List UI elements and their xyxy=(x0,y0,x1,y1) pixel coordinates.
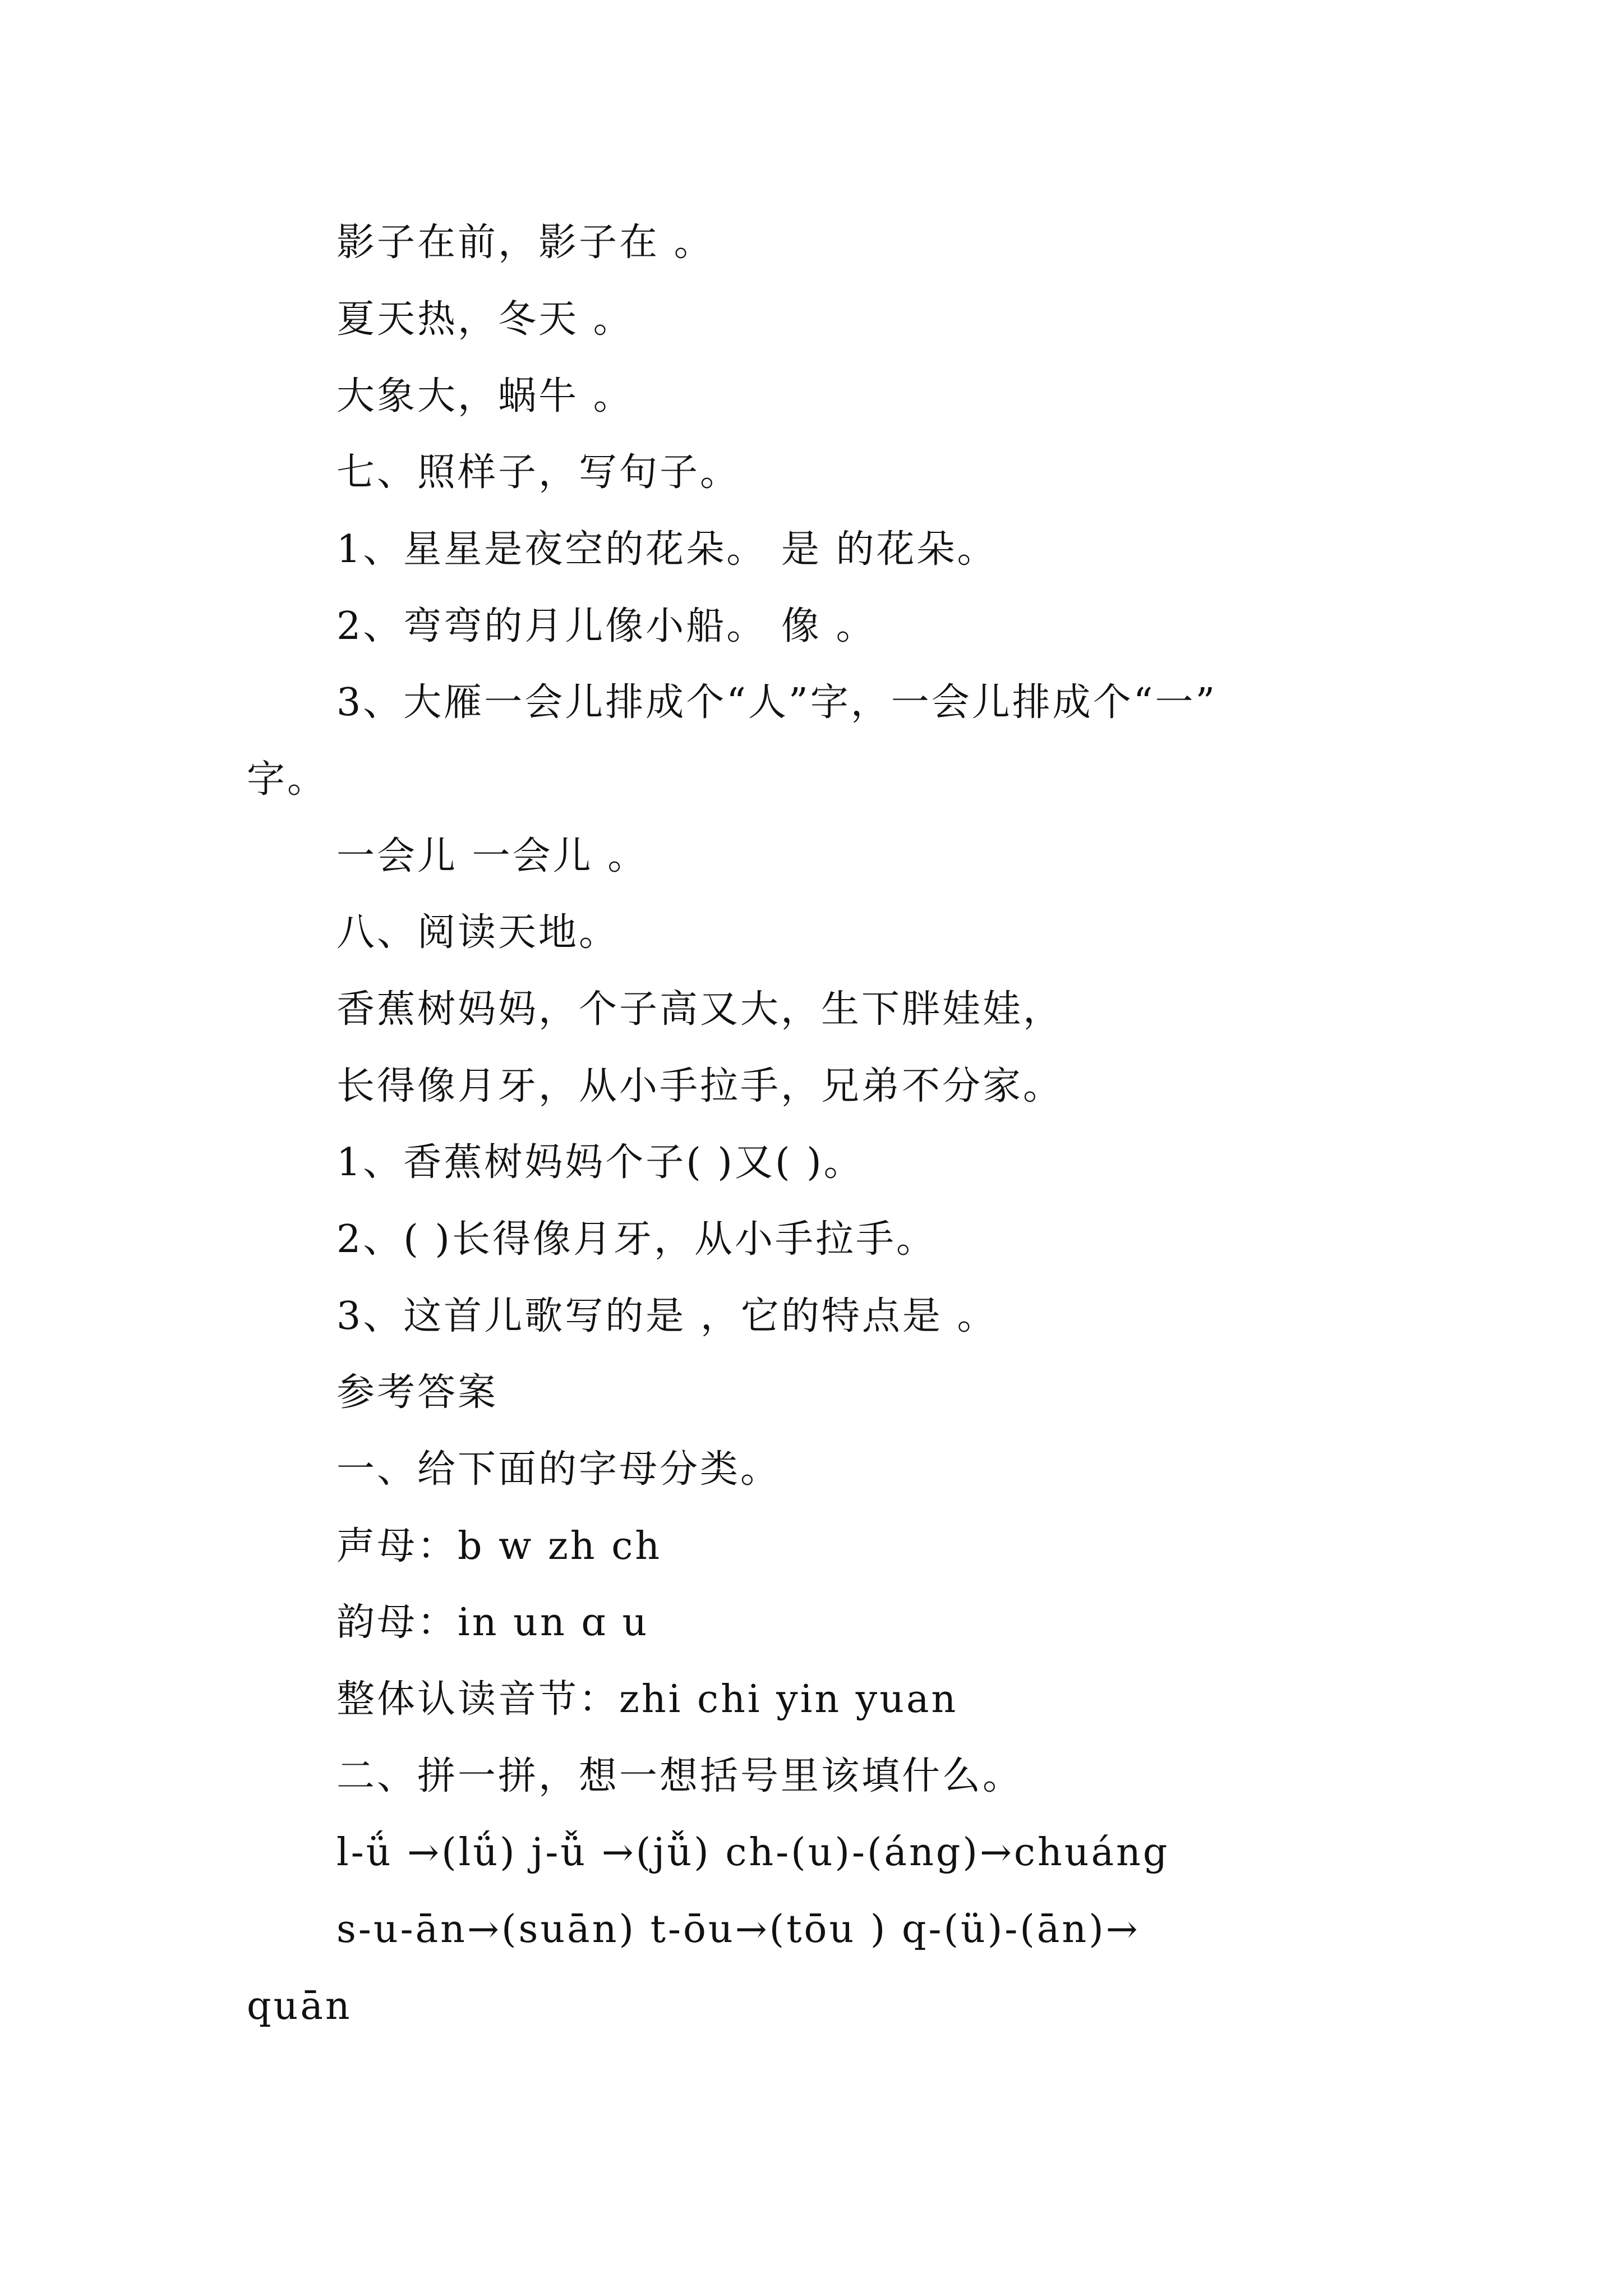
text-line: 2、弯弯的月儿像小船。 像 。 xyxy=(336,604,877,648)
section-heading: 一、给下面的字母分类。 xyxy=(336,1447,781,1492)
answers-heading: 参考答案 xyxy=(336,1370,499,1415)
text-line: 整体认读音节：zhi chi yin yuan xyxy=(336,1677,958,1722)
section-heading: 二、拼一拼，想一想括号里该填什么。 xyxy=(336,1754,1023,1798)
text-line: 影子在前，影子在 。 xyxy=(336,220,714,265)
text-line: 3、这首儿歌写的是 ，它的特点是 。 xyxy=(336,1294,998,1338)
text-line: l-ǘ →(lǘ) j-ǚ →(jǚ) ch-(u)-(áng)→chuáng xyxy=(336,1830,1170,1875)
text-line: 字。 xyxy=(247,757,328,802)
text-line: 一会儿 一会儿 。 xyxy=(336,834,648,878)
section-heading: 八、阅读天地。 xyxy=(336,910,620,955)
text-line: 韵母：in un ɑ u xyxy=(336,1600,649,1645)
text-line: 长得像月牙，从小手拉手，兄弟不分家。 xyxy=(336,1064,1064,1108)
text-line: 夏天热，冬天 。 xyxy=(336,297,634,342)
text-line: 1、星星是夜空的花朵。 是 的花朵。 xyxy=(336,527,998,572)
text-line: 大象大，蜗牛 。 xyxy=(336,374,634,418)
text-line: quān xyxy=(247,1984,352,2028)
text-line: s-u-ān→(suān) t-ōu→(tōu ) q-(ü)-(ān)→ xyxy=(336,1907,1140,1952)
text-line: 2、( )长得像月牙，从小手拉手。 xyxy=(336,1217,937,1262)
text-line: 香蕉树妈妈，个子高又大，生下胖娃娃， xyxy=(336,987,1064,1032)
section-heading: 七、照样子，写句子。 xyxy=(336,450,741,495)
text-line: 声母：b w zh ch xyxy=(336,1524,662,1568)
text-line: 3、大雁一会儿排成个“人”字，一会儿排成个“一” xyxy=(336,680,1218,725)
text-line: 1、香蕉树妈妈个子( )又( )。 xyxy=(336,1140,864,1185)
